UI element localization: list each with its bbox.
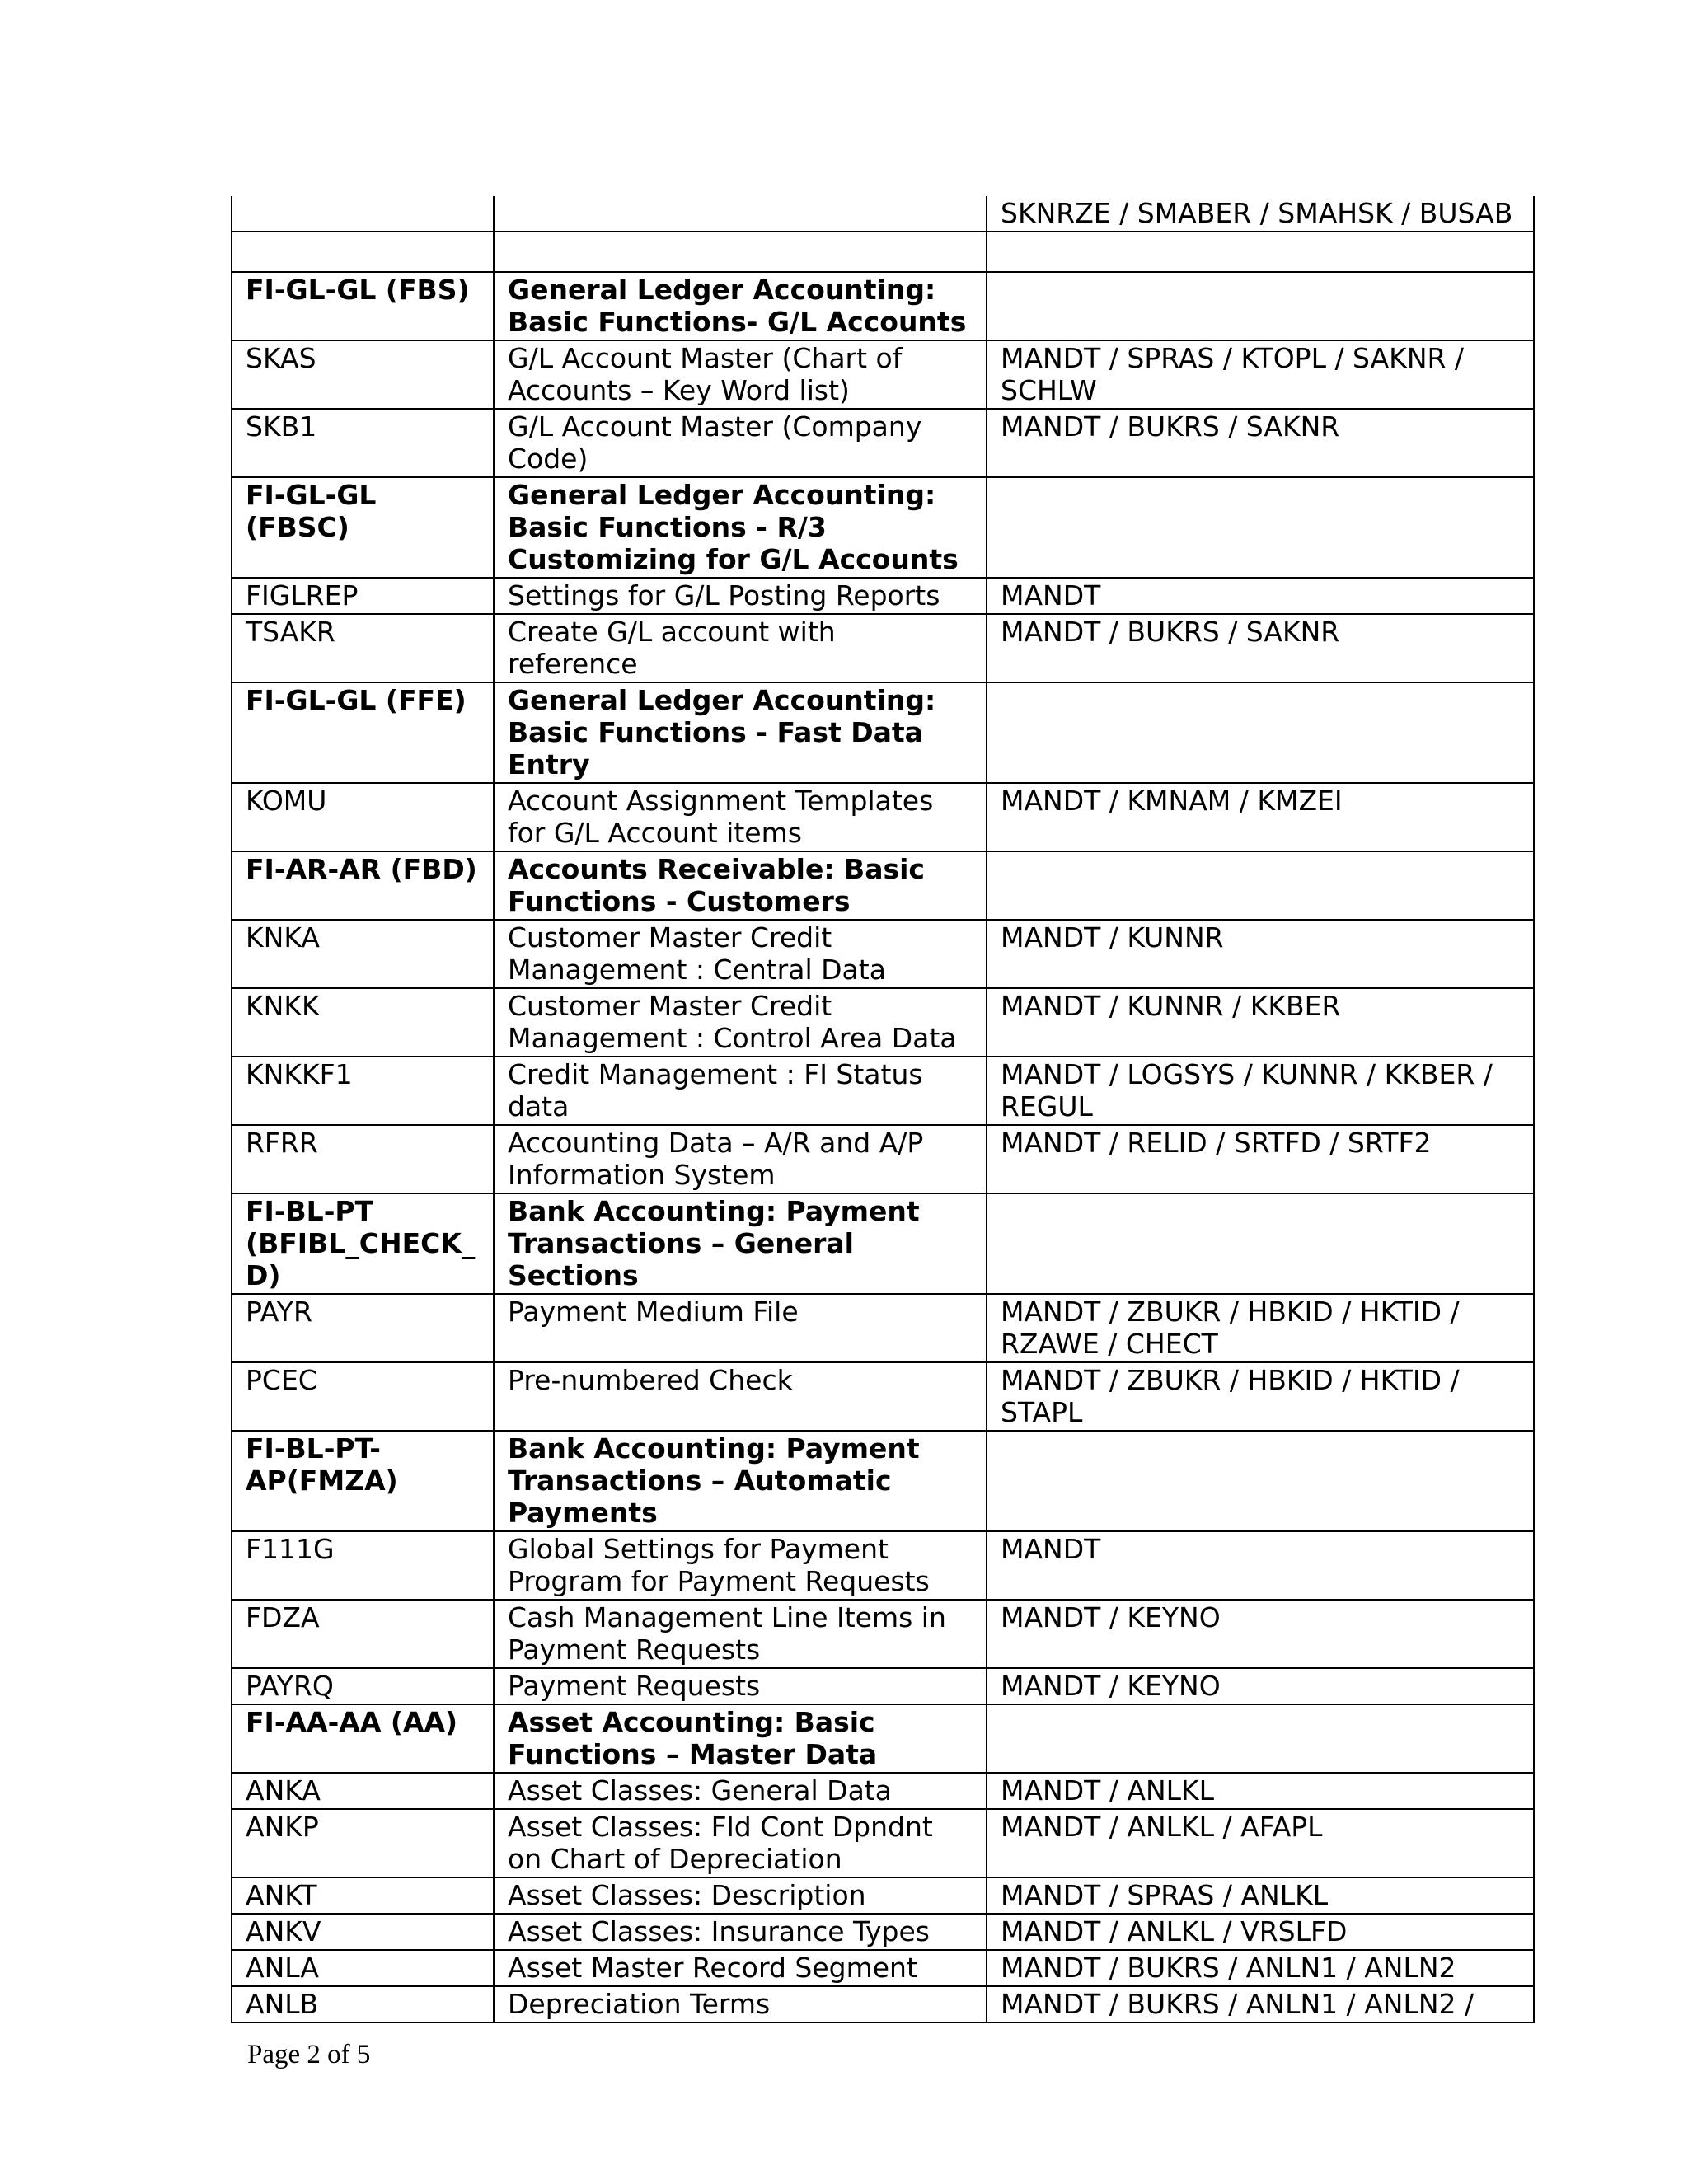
table-key-cell: MANDT / ZBUKR / HBKID / HKTID / STAPL [987,1362,1534,1431]
table-key-cell: MANDT / KUNNR [987,920,1534,988]
table-code-cell: KNKKF1 [232,1057,494,1125]
table-key-cell: MANDT [987,578,1534,614]
table-row [232,1809,1534,1877]
table-code-cell: FI-BL-PT-AP(FMZA) [232,1431,494,1531]
table-description-cell: Credit Management : FI Status data [494,1057,987,1125]
table-code-cell: KOMU [232,783,494,851]
table-code-cell: KNKA [232,920,494,988]
table-code-cell: PAYRQ [232,1668,494,1704]
table-code-cell: SKB1 [232,409,494,477]
table-code-cell: RFRR [232,1125,494,1193]
table-description-cell: Accounting Data – A/R and A/P Information System [494,1125,987,1193]
table-key-cell: MANDT / RELID / SRTFD / SRTF2 [987,1125,1534,1193]
table-code-cell: ANKT [232,1877,494,1914]
table-description-cell: Payment Medium File [494,1294,987,1362]
table-row [232,1362,1534,1431]
table-description-cell: Accounts Receivable: Basic Functions - Customers [494,851,987,920]
table-row [232,1950,1534,1986]
table-key-cell [987,272,1534,340]
table-body [232,196,1534,2022]
table-description-cell: Cash Management Line Items in Payment Requests [494,1600,987,1668]
table-row [232,1531,1534,1600]
sap-table-list [231,196,1535,2023]
table-row [232,1057,1534,1125]
table-code-cell: ANKV [232,1914,494,1950]
table-key-cell: MANDT / KMNAM / KMZEI [987,783,1534,851]
table-description-cell: Pre-numbered Check [494,1362,987,1431]
table-row [232,1600,1534,1668]
table-description-cell: Payment Requests [494,1668,987,1704]
table-description-cell: Customer Master Credit Management : Central Data [494,920,987,988]
table-code-cell: PCEC [232,1362,494,1431]
table-row [232,614,1534,682]
table-description-cell: G/L Account Master (Company Code) [494,409,987,477]
table-code-cell: PAYR [232,1294,494,1362]
table-description-cell: Bank Accounting: Payment Transactions – General Sections [494,1193,987,1294]
section-header-row [232,272,1534,340]
section-header-row [232,477,1534,578]
table-description-cell: Bank Accounting: Payment Transactions – Automatic Payments [494,1431,987,1531]
table-row [232,1294,1534,1362]
table-code-cell: FI-AA-AA (AA) [232,1704,494,1773]
table-key-cell: MANDT / SPRAS / KTOPL / SAKNR / SCHLW [987,340,1534,409]
table-code-cell: ANKP [232,1809,494,1877]
section-header-row [232,682,1534,783]
table-code-cell: F111G [232,1531,494,1600]
table-description-cell: Settings for G/L Posting Reports [494,578,987,614]
table-description-cell [494,196,987,232]
table-key-cell [987,682,1534,783]
table-row [232,232,1534,272]
table-description-cell: General Ledger Accounting: Basic Functions - R/3 Customizing for G/L Accounts [494,477,987,578]
table-description-cell: Asset Classes: General Data [494,1773,987,1809]
table-description-cell: Global Settings for Payment Program for Payment Requests [494,1531,987,1600]
table-description-cell: Create G/L account with reference [494,614,987,682]
table-description-cell: Asset Master Record Segment [494,1950,987,1986]
table-description-cell: Asset Accounting: Basic Functions – Master Data [494,1704,987,1773]
page-number: Page 2 of 5 [247,2040,371,2069]
table-row [232,340,1534,409]
table-row [232,1773,1534,1809]
table-description-cell: Account Assignment Templates for G/L Account items [494,783,987,851]
section-header-row [232,851,1534,920]
table-key-cell: MANDT / ZBUKR / HBKID / HKTID / RZAWE / CHECT [987,1294,1534,1362]
table-row [232,1986,1534,2022]
table-key-cell [987,1704,1534,1773]
table-row [232,196,1534,232]
table-row [232,409,1534,477]
table-description-cell: General Ledger Accounting: Basic Functions- G/L Accounts [494,272,987,340]
table-description-cell: Customer Master Credit Management : Control Area Data [494,988,987,1057]
table-code-cell [232,196,494,232]
table-description-cell: General Ledger Accounting: Basic Functions - Fast Data Entry [494,682,987,783]
table-code-cell: TSAKR [232,614,494,682]
table-description-cell: G/L Account Master (Chart of Accounts – Key Word list) [494,340,987,409]
table-key-cell [987,1431,1534,1531]
table-key-cell: MANDT [987,1531,1534,1600]
section-header-row [232,1704,1534,1773]
table-row [232,1914,1534,1950]
table-code-cell: FDZA [232,1600,494,1668]
table-key-cell: MANDT / ANLKL / AFAPL [987,1809,1534,1877]
table-code-cell: FI-AR-AR (FBD) [232,851,494,920]
table-code-cell: FI-GL-GL (FBS) [232,272,494,340]
section-header-row [232,1193,1534,1294]
table-key-cell: MANDT / BUKRS / SAKNR [987,614,1534,682]
table-row [232,783,1534,851]
table-key-cell: MANDT / KEYNO [987,1668,1534,1704]
section-header-row [232,1431,1534,1531]
table-row [232,1877,1534,1914]
table-code-cell: FIGLREP [232,578,494,614]
table-code-cell: FI-GL-GL (FFE) [232,682,494,783]
table-description-cell: Depreciation Terms [494,1986,987,2022]
table-code-cell: ANKA [232,1773,494,1809]
table-key-cell: MANDT / KEYNO [987,1600,1534,1668]
table-code-cell: KNKK [232,988,494,1057]
table-key-cell: MANDT / ANLKL [987,1773,1534,1809]
table-description-cell: Asset Classes: Insurance Types [494,1914,987,1950]
table-code-cell: ANLB [232,1986,494,2022]
table-key-cell [987,477,1534,578]
table-code-cell [232,232,494,272]
table-key-cell: MANDT / BUKRS / ANLN1 / ANLN2 / [987,1986,1534,2022]
table-key-cell [987,232,1534,272]
table-row [232,578,1534,614]
table-description-cell [494,232,987,272]
table-row [232,1668,1534,1704]
table-row [232,988,1534,1057]
table-code-cell: SKAS [232,340,494,409]
table-description-cell: Asset Classes: Fld Cont Dpndnt on Chart of Depreciation [494,1809,987,1877]
table-description-cell: Asset Classes: Description [494,1877,987,1914]
table-key-cell: MANDT / BUKRS / SAKNR [987,409,1534,477]
table-key-cell: MANDT / KUNNR / KKBER [987,988,1534,1057]
table-code-cell: FI-BL-PT (BFIBL_CHECK_D) [232,1193,494,1294]
table-key-cell: MANDT / SPRAS / ANLKL [987,1877,1534,1914]
table-key-cell: MANDT / ANLKL / VRSLFD [987,1914,1534,1950]
table-key-cell: MANDT / BUKRS / ANLN1 / ANLN2 [987,1950,1534,1986]
table-key-cell [987,1193,1534,1294]
table-key-cell: MANDT / LOGSYS / KUNNR / KKBER / REGUL [987,1057,1534,1125]
table-row [232,920,1534,988]
table-row [232,1125,1534,1193]
table-code-cell: ANLA [232,1950,494,1986]
table-code-cell: FI-GL-GL (FBSC) [232,477,494,578]
table-key-cell [987,851,1534,920]
table-key-cell: SKNRZE / SMABER / SMAHSK / BUSAB [987,196,1534,232]
